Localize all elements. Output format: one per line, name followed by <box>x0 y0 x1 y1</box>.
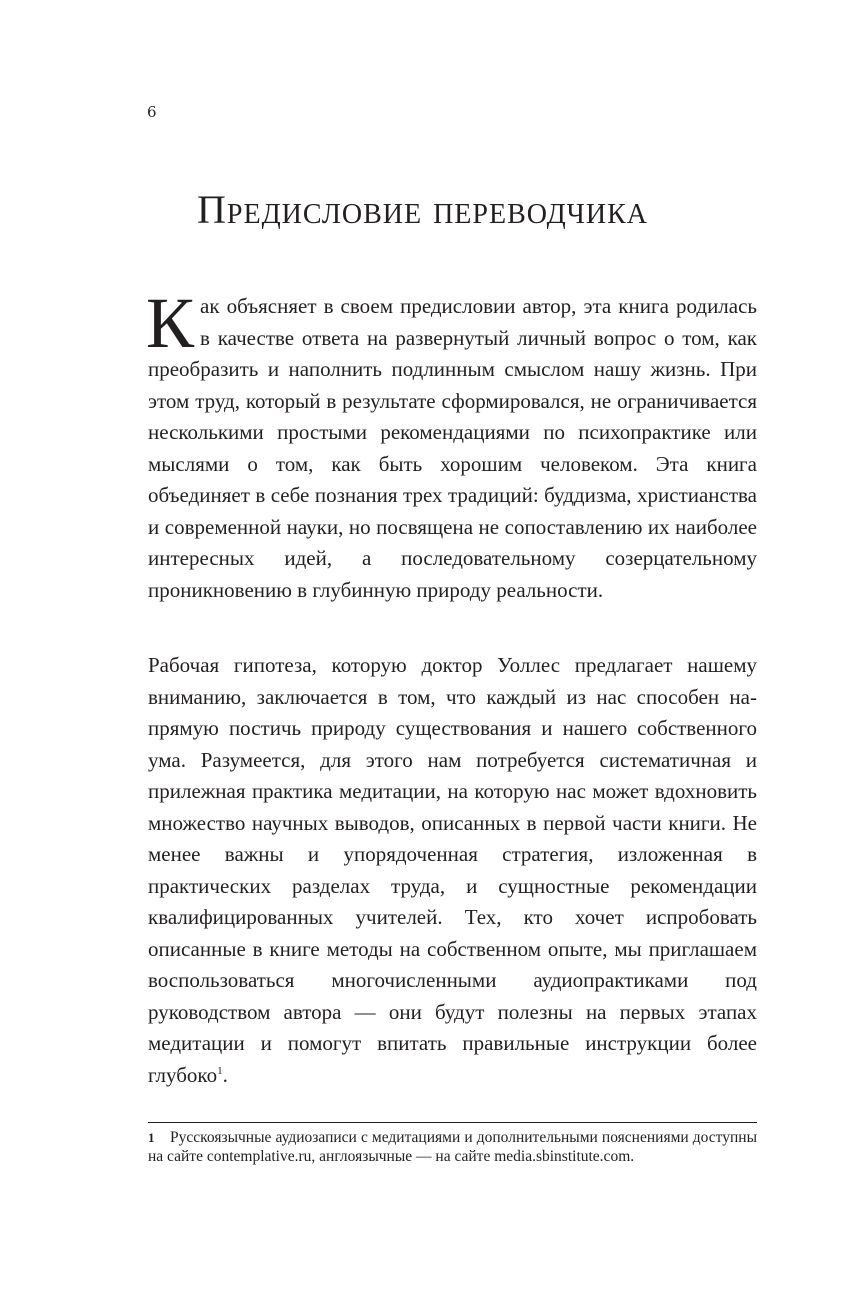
footnote-text: Русскоязычные аудиозаписи с медитациями и дополнительными пояснениями доступны на сайте contemplative.ru, англоязычные — на сайте media.sbinstitute.com. <box>148 1129 757 1165</box>
footnote <box>148 1128 757 1166</box>
footnote-reference[interactable]: 1 <box>217 1064 223 1077</box>
paragraph-2-end: . <box>222 1062 228 1087</box>
paragraph-1-text: ак объясняет в своем предисловии автор, эта книга родилась в качестве ответа на развернутый личный вопрос о том, как преобразить и наполнить подлинным смыслом нашу жизнь. При этом труд, который в результате сформировался, не ограничивается несколькими простыми рекомендациями по психопрактике или мыслями о том, как быть хорошим человеком. Эта книга объединяет в себе познания трех традиций: буддизма, христианства и современной науки, но посвящена не сопоставлению их наиболее интересных идей, а последовательному созерцательному проникновению в глубинную природу реальности. <box>148 294 757 602</box>
chapter-title: Предисловие переводчика <box>197 187 648 232</box>
drop-cap: К <box>146 283 195 363</box>
paragraph-2 <box>148 650 757 1091</box>
paragraph-1 <box>146 283 757 606</box>
footnote-mark: 1 <box>148 1130 155 1145</box>
paragraph-2-text: Рабочая гипотеза, которую доктор Уоллес предлагает нашему вниманию, заключается в том, что каждый из нас способен напрямую постичь природу существования и нашего собственного ума. Разумеется, для этого нам потребуется систематичная и прилежная практика медитации, на которую нас может вдохновить множество научных выводов, описанных в первой части книги. Не менее важны и упорядоченная стратегия, изложенная в практических разделах труда, и сущностные рекомендации квалифицированных учителей. Тех, кто хочет испробовать описанные в книге методы на собственном опыте, мы приглашаем воспользоваться многочисленными аудиопрактиками под руководством автора — они будут полезны на первых этапах медитации и помогут впитать правильные инструкции более глубоко <box>148 653 757 1087</box>
footnote-divider <box>148 1122 757 1123</box>
page-number: 6 <box>147 103 157 121</box>
